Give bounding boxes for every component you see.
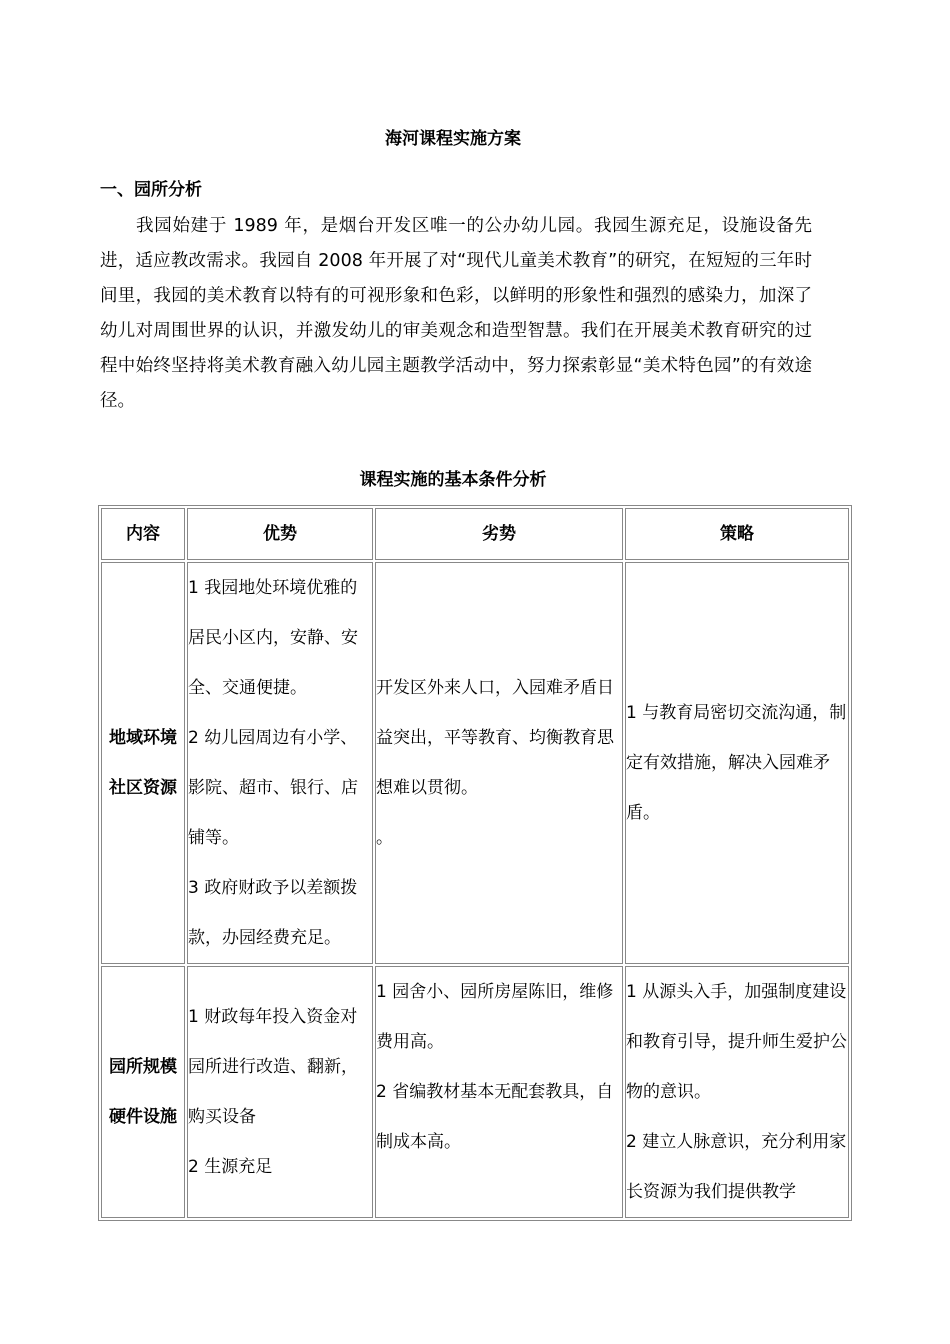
disadvantage-item: 1 园舍小、园所房屋陈旧，维修费用高。 — [376, 982, 614, 1052]
header-strategies: 策略 — [625, 508, 849, 560]
table-title: 课程实施的基本条件分析 — [359, 470, 547, 490]
strategy-item: 1 从源头入手，加强制度建设和教育引导，提升师生爱护公物的意识。 — [626, 982, 847, 1102]
table-row — [101, 562, 849, 964]
advantage-item: 2 生源充足 — [188, 1157, 273, 1177]
row-label-line: 园所规模 — [109, 1057, 177, 1077]
advantage-item: 1 财政每年投入资金对园所进行改造、翻新，购买设备 — [188, 1007, 358, 1127]
analysis-table — [98, 505, 852, 1221]
section-heading: 一、园所分析 — [100, 180, 202, 200]
table-row — [101, 966, 849, 1218]
row-label-line: 地域环境 — [109, 728, 177, 748]
advantages-cell — [187, 966, 373, 1218]
advantage-item: 1 我园地处环境优雅的居民小区内，安静、安全、交通便捷。 — [188, 578, 358, 698]
disadvantages-cell — [375, 562, 623, 964]
advantage-item: 3 政府财政予以差额拨款，办园经费充足。 — [188, 878, 358, 948]
advantage-item: 2 幼儿园周边有小学、影院、超市、银行、店铺等。 — [188, 728, 358, 848]
disadvantage-item: 2 省编教材基本无配套教具，自制成本高。 — [376, 1082, 614, 1152]
row-label — [101, 562, 185, 964]
header-disadvantages: 劣势 — [375, 508, 623, 560]
intro-paragraph: 我园始建于 1989 年，是烟台开发区唯一的公办幼儿园。我园生源充足，设施设备先进，适应教改需求。我园自 2008 年开展了对“现代儿童美术教育”的研究，在短短的三年时间里，我园的美术教育以特有的可视形象和色彩，以鲜明的形象性和强烈的感染力，加深了幼儿对周围世界的认识，并激发幼儿的审美观念和造型智慧。我们在开展美术教育研究的过程中始终坚持将美术教育融入幼儿园主题教学活动中，努力探索彰显“美术特色园”的有效途径。 — [100, 216, 812, 411]
strategy-item: 2 建立人脉意识，充分利用家长资源为我们提供教学 — [626, 1132, 847, 1202]
row-label — [101, 966, 185, 1218]
advantages-cell — [187, 562, 373, 964]
strategy-item: 1 与教育局密切交流沟通，制定有效措施，解决入园难矛盾。 — [626, 703, 847, 823]
strategies-cell — [625, 966, 849, 1218]
disadvantages-cell — [375, 966, 623, 1218]
header-content: 内容 — [101, 508, 185, 560]
disadvantage-item: 开发区外来人口，入园难矛盾日益突出，平等教育、均衡教育思想难以贯彻。 — [376, 678, 614, 798]
disadvantage-item: 。 — [376, 828, 393, 848]
row-label-line: 硬件设施 — [109, 1107, 177, 1127]
row-label-line: 社区资源 — [109, 778, 177, 798]
table-header-row — [101, 508, 849, 560]
header-advantages: 优势 — [187, 508, 373, 560]
strategies-cell — [625, 562, 849, 964]
document-title: 海河课程实施方案 — [385, 129, 521, 149]
